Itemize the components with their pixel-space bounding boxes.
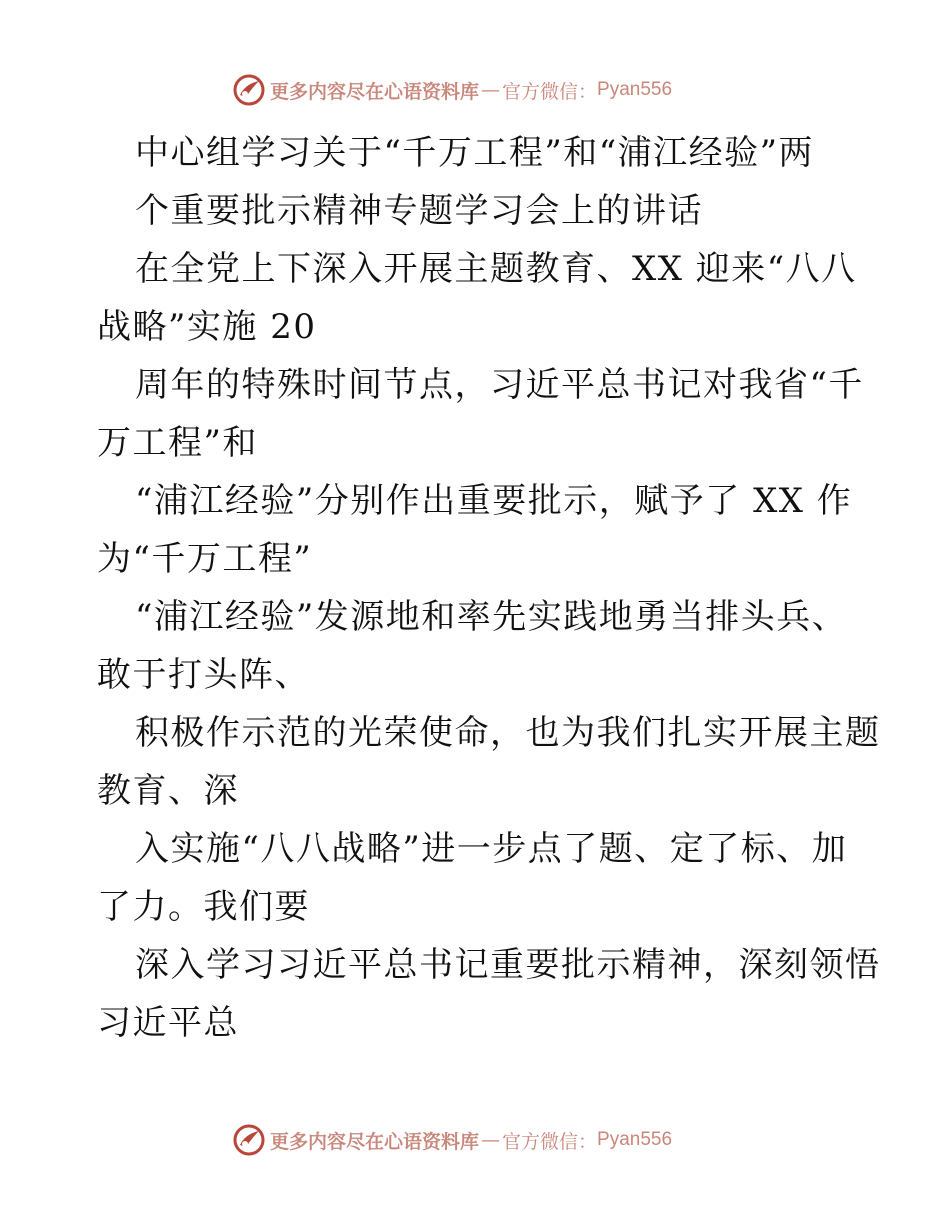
text-line: “浦江经验”发源地和率先实践地勇当排头兵、 — [135, 597, 848, 637]
header-watermark — [232, 70, 712, 110]
text-line: 习近平总 — [97, 1003, 239, 1043]
text-line: 教育、深 — [97, 771, 239, 811]
text-line: 周年的特殊时间节点，习近平总书记对我省“千 — [135, 365, 864, 405]
text-line: 战略”实施 20 — [97, 307, 317, 347]
logo-icon — [232, 73, 266, 107]
footer-watermark-suffix: 官方微信： — [502, 1130, 598, 1153]
header-watermark-text: 更多内容尽在心语资料库 — [270, 80, 480, 103]
text-line: 个重要批示精神专题学习会上的讲话 — [135, 191, 703, 231]
text-line: 敢于打头阵、 — [97, 655, 310, 695]
text-line: 在全党上下深入开展主题教育、XX 迎来“八八 — [135, 249, 857, 289]
text-line: 万工程”和 — [97, 423, 258, 463]
document-body — [97, 124, 881, 1052]
footer-watermark-text: 更多内容尽在心语资料库 — [270, 1130, 480, 1153]
footer-watermark-separator: — — [481, 1129, 501, 1151]
text-line: 积极作示范的光荣使命，也为我们扎实开展主题 — [135, 713, 881, 753]
text-line: 了力。我们要 — [97, 887, 310, 927]
header-watermark-suffix: 官方微信： — [502, 80, 598, 103]
header-watermark-separator: — — [481, 79, 501, 101]
text-line: 为“千万工程” — [97, 539, 313, 579]
text-line: “浦江经验”分别作出重要批示，赋予了 XX 作 — [135, 481, 853, 521]
text-line: 入实施“八八战略”进一步点了题、定了标、加 — [135, 829, 848, 869]
header-watermark-account: Pyan556 — [597, 79, 673, 100]
text-line: 中心组学习关于“千万工程”和“浦江经验”两 — [135, 133, 815, 173]
footer-watermark — [232, 1120, 712, 1160]
logo-icon — [232, 1123, 266, 1157]
footer-watermark-account: Pyan556 — [597, 1129, 673, 1150]
text-line: 深入学习习近平总书记重要批示精神，深刻领悟 — [135, 945, 881, 985]
